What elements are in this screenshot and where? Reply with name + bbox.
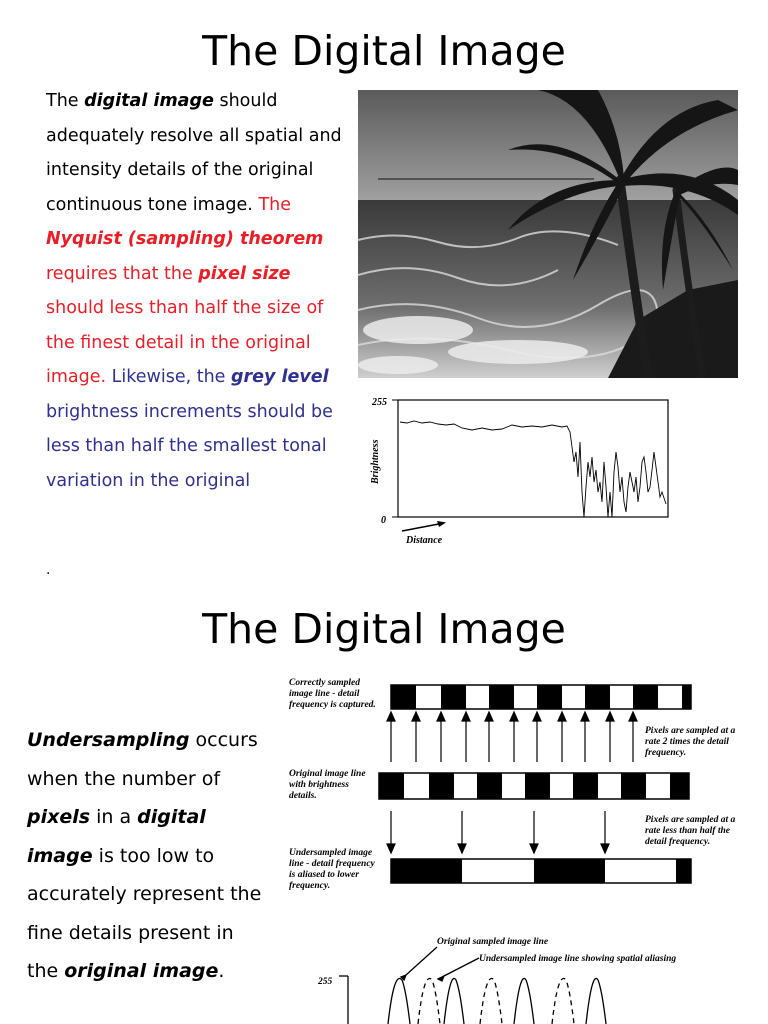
term-grey-level: grey level xyxy=(231,367,329,387)
label-correct-2: image line - detail xyxy=(289,689,360,699)
y-min-label: 0 xyxy=(381,515,386,526)
x-axis-label: Distance xyxy=(406,535,443,546)
brightness-profile-plot xyxy=(362,392,672,552)
slide2-paragraph xyxy=(27,721,262,991)
term-digital-image: digital image xyxy=(84,91,214,111)
text-is: is too low to accurately represent the fine details present in the xyxy=(27,844,262,982)
label-aliasing: Undersampled image line showing spatial aliasing xyxy=(479,954,677,964)
text-blue-rest: brightness increments should be less than half the smallest tonal variation in the original xyxy=(46,401,333,491)
label-rateless-2: rate less than half the xyxy=(645,826,730,836)
text-end: . xyxy=(218,960,225,982)
text-requires: requires that the xyxy=(46,263,199,284)
text-red-rest: should less than half the size of the finest detail in the original image. xyxy=(46,298,324,387)
term-nyquist-theorem: Nyquist (sampling) theorem xyxy=(46,229,324,249)
original-image-line xyxy=(379,773,689,799)
label-orig-2: with brightness xyxy=(289,780,349,790)
term-pixel-size: pixel size xyxy=(198,263,291,284)
y-max-label: 255 xyxy=(372,397,387,408)
y-axis-label: Brightness xyxy=(370,439,381,484)
text-the: The xyxy=(46,91,85,111)
brightness-trace xyxy=(400,421,666,517)
undersampled-image-line xyxy=(391,859,691,883)
text-blue-likewise: Likewise, the xyxy=(106,367,231,387)
text-red-the: The xyxy=(258,194,291,215)
label-under-1: Undersampled image xyxy=(289,848,373,858)
slide1-title: The Digital Image xyxy=(202,27,566,75)
text-occurs: occurs when the number of xyxy=(27,729,258,790)
slide2-title: The Digital Image xyxy=(202,605,566,653)
correctly-sampled-line xyxy=(391,685,691,709)
label-under-4: frequency. xyxy=(289,881,331,891)
label-under-2: line - detail frequency xyxy=(289,859,375,869)
sampling-arrows-up xyxy=(387,712,637,762)
label-correct-1: Correctly sampled xyxy=(289,678,360,688)
label-orig-1: Original image line xyxy=(289,769,366,779)
stray-dot: . xyxy=(46,562,51,578)
term-digital-image: digital image xyxy=(27,806,206,867)
sampling-arrows-down xyxy=(387,811,609,853)
term-pixels: pixels xyxy=(27,806,91,828)
label-rateless-3: detail frequency. xyxy=(645,837,711,847)
label-correct-3: frequency is captured. xyxy=(289,700,376,710)
label-rate2-1: Pixels are sampled at a xyxy=(645,726,736,736)
label-rateless-1: Pixels are sampled at a xyxy=(645,815,736,825)
palm-beach-photo xyxy=(358,90,738,378)
label-under-3: is aliased to lower xyxy=(289,870,359,880)
label-orig-3: details. xyxy=(289,791,317,801)
slide1-paragraph xyxy=(46,84,346,498)
waveform-y-255: 255 xyxy=(318,977,333,987)
label-rate2-2: rate 2 times the detail xyxy=(645,737,729,747)
sampling-diagram xyxy=(284,670,754,1024)
term-undersampling: Undersampling xyxy=(27,729,190,751)
text-part1: should adequately resolve all spatial and intensity details of the original continuous tone image. xyxy=(46,91,342,215)
term-original-image: original image xyxy=(64,960,219,982)
label-orig-sampled: Original sampled image line xyxy=(437,937,549,947)
plot-frame xyxy=(398,400,668,517)
text-in-a: in a xyxy=(90,806,138,828)
label-rate2-3: frequency. xyxy=(645,748,687,758)
